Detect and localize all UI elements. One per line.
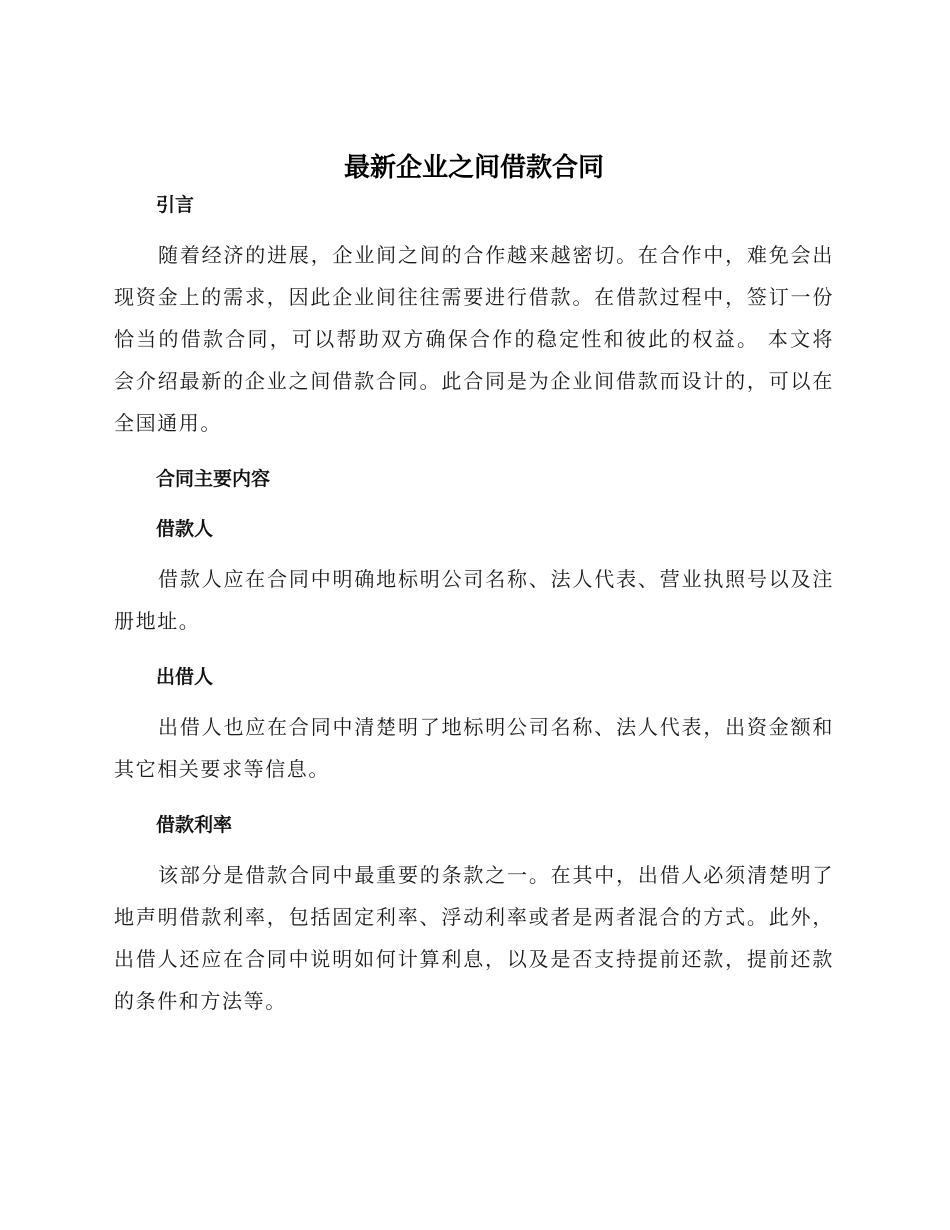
section-heading-borrower: 借款人 [156, 518, 214, 540]
section-heading-lender: 出借人 [156, 666, 214, 688]
section-heading-introduction: 引言 [156, 194, 195, 216]
document-title: 最新企业之间借款合同 [343, 153, 604, 183]
section-heading-interest-rate: 借款利率 [156, 814, 233, 836]
section-body-borrower: 借款人应在合同中明确地标明公司名称、法人代表、营业执照号以及注册地址。 [114, 567, 834, 633]
section-body-interest-rate: 该部分是借款合同中最重要的条款之一。在其中，出借人必须清楚明了地声明借款利率，包括固定利率、浮动利率或者是两者混合的方式。此外，出借人还应在合同中说明如何计算利息，以及是否支持提前还款，提前还款的条件和方法等。 [114, 863, 834, 1013]
document-page [114, 148, 834, 1022]
section-heading-main-content: 合同主要内容 [156, 468, 271, 490]
section-body-introduction: 随着经济的进展，企业间之间的合作越来越密切。在合作中，难免会出现资金上的需求，因此企业间往往需要进行借款。在借款过程中，签订一份恰当的借款合同，可以帮助双方确保合作的稳定性和彼此的权益。 本文将会介绍最新的企业之间借款合同。此合同是为企业间借款而设计的，可以在全国通用。 [114, 243, 834, 435]
section-body-lender: 出借人也应在合同中清楚明了地标明公司名称、法人代表，出资金额和其它相关要求等信息。 [114, 715, 834, 781]
